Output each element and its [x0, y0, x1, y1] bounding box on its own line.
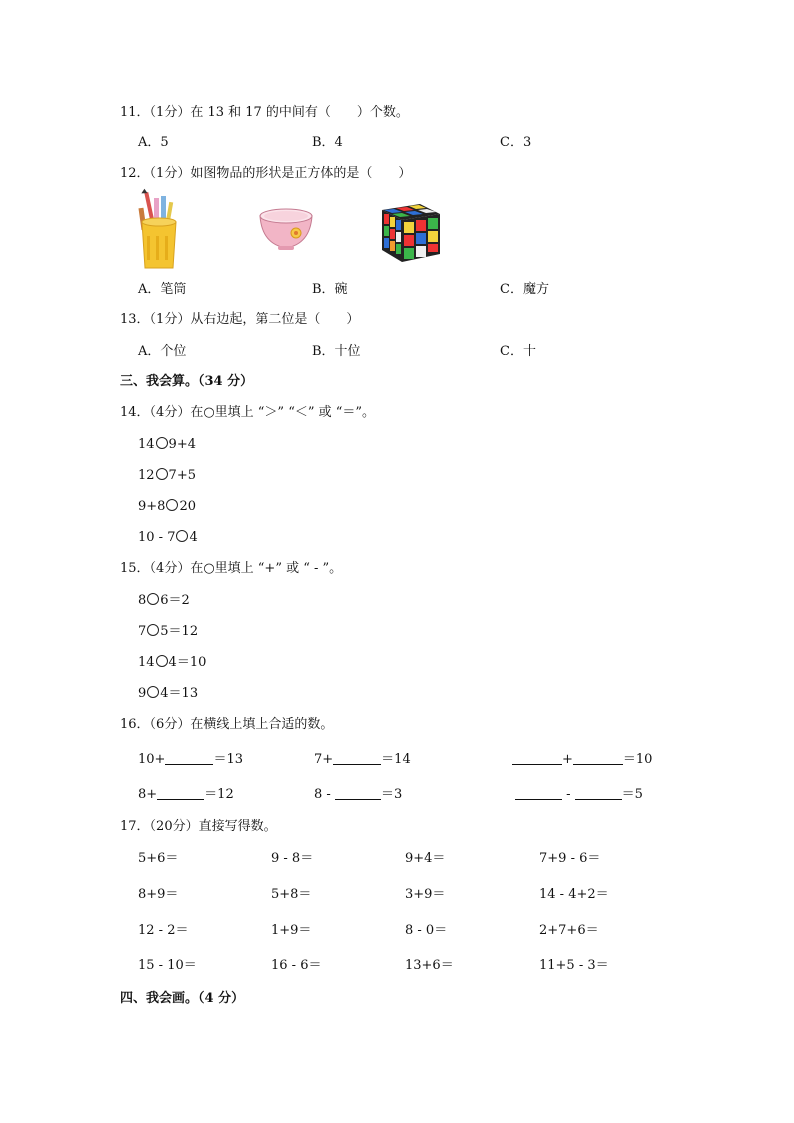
q16-item: - ＝5 — [515, 786, 643, 804]
q17-item: 12 - 2＝ — [138, 923, 189, 938]
answer-circle[interactable] — [156, 468, 168, 480]
q14-item: 12 7+5 — [138, 468, 196, 483]
answer-circle[interactable] — [147, 624, 159, 636]
q17-item: 1+9＝ — [271, 923, 312, 938]
section-3-heading: 三、我会算。（34 分） — [120, 374, 254, 389]
answer-circle[interactable] — [147, 686, 159, 698]
q17-item: 2+7+6＝ — [539, 923, 599, 938]
q17-item: 15 - 10＝ — [138, 958, 197, 973]
bowl-image — [256, 206, 316, 252]
section-4-heading: 四、我会画。（4 分） — [120, 991, 245, 1006]
answer-circle[interactable] — [166, 499, 178, 511]
answer-blank[interactable] — [333, 751, 381, 765]
q13-option-c[interactable]: C．十 — [500, 344, 536, 359]
q16-item: + ＝10 — [512, 751, 652, 769]
question-17-stem: 17．（20分）直接写得数。 — [120, 819, 277, 834]
question-15-stem: 15．（4分）在○里填上 “+” 或 “ - ”。 — [120, 561, 343, 576]
answer-blank[interactable] — [157, 786, 204, 800]
question-12-stem: 12．（1分）如图物品的形状是正方体的是（ ） — [120, 166, 412, 181]
answer-blank[interactable] — [165, 751, 213, 765]
q17-item: 8+9＝ — [138, 887, 179, 902]
q11-option-c[interactable]: C．3 — [500, 135, 532, 150]
q16-item: 8+ ＝12 — [138, 787, 234, 802]
q17-item: 13+6＝ — [405, 958, 454, 973]
q12-option-b[interactable]: B．碗 — [312, 282, 348, 297]
q17-item: 9 - 8＝ — [271, 851, 314, 866]
answer-circle[interactable] — [156, 655, 168, 667]
q12-option-c[interactable]: C．魔方 — [500, 282, 549, 297]
question-16-stem: 16．（6分）在横线上填上合适的数。 — [120, 717, 334, 732]
q17-item: 16 - 6＝ — [271, 958, 322, 973]
answer-circle[interactable] — [156, 437, 168, 449]
question-14-stem: 14．（4分）在○里填上 “＞” “＜” 或 “＝”。 — [120, 405, 376, 420]
answer-blank[interactable] — [575, 786, 622, 800]
answer-circle[interactable] — [147, 593, 159, 605]
question-11-stem: 11．（1分）在 13 和 17 的中间有（ ）个数。 — [120, 105, 409, 120]
q15-item: 9 4＝13 — [138, 686, 199, 701]
q17-item: 5+6＝ — [138, 851, 179, 866]
q17-item: 11+5 - 3＝ — [539, 958, 609, 973]
q11-option-a[interactable]: A．5 — [138, 135, 169, 150]
rubiks-cube-image — [380, 200, 442, 264]
q14-item: 10 - 7 4 — [138, 530, 198, 545]
q14-item: 9+8 20 — [138, 499, 196, 514]
q17-item: 14 - 4+2＝ — [539, 887, 609, 902]
answer-blank[interactable] — [335, 786, 381, 800]
q14-item: 14 9+4 — [138, 437, 196, 452]
q17-item: 7+9 - 6＝ — [539, 851, 601, 866]
q15-item: 8 6＝2 — [138, 593, 190, 608]
q13-option-b[interactable]: B．十位 — [312, 344, 361, 359]
answer-blank[interactable] — [573, 751, 623, 765]
q16-item: 7+ ＝14 — [314, 752, 411, 767]
q13-option-a[interactable]: A．个位 — [138, 344, 187, 359]
question-13-stem: 13．（1分）从右边起，第二位是（ ） — [120, 312, 360, 327]
q17-item: 9+4＝ — [405, 851, 446, 866]
q15-item: 14 4＝10 — [138, 655, 207, 670]
pen-holder-image — [136, 188, 182, 272]
q11-option-b[interactable]: B．4 — [312, 135, 343, 150]
answer-circle[interactable] — [176, 530, 188, 542]
q16-item: 10+ ＝13 — [138, 752, 243, 767]
q16-item: 8 - ＝3 — [314, 787, 403, 802]
q15-item: 7 5＝12 — [138, 624, 199, 639]
q17-item: 3+9＝ — [405, 887, 446, 902]
q17-item: 5+8＝ — [271, 887, 312, 902]
answer-blank[interactable] — [512, 751, 562, 765]
q12-option-a[interactable]: A．笔筒 — [138, 282, 187, 297]
q17-item: 8 - 0＝ — [405, 923, 448, 938]
answer-blank[interactable] — [515, 786, 562, 800]
